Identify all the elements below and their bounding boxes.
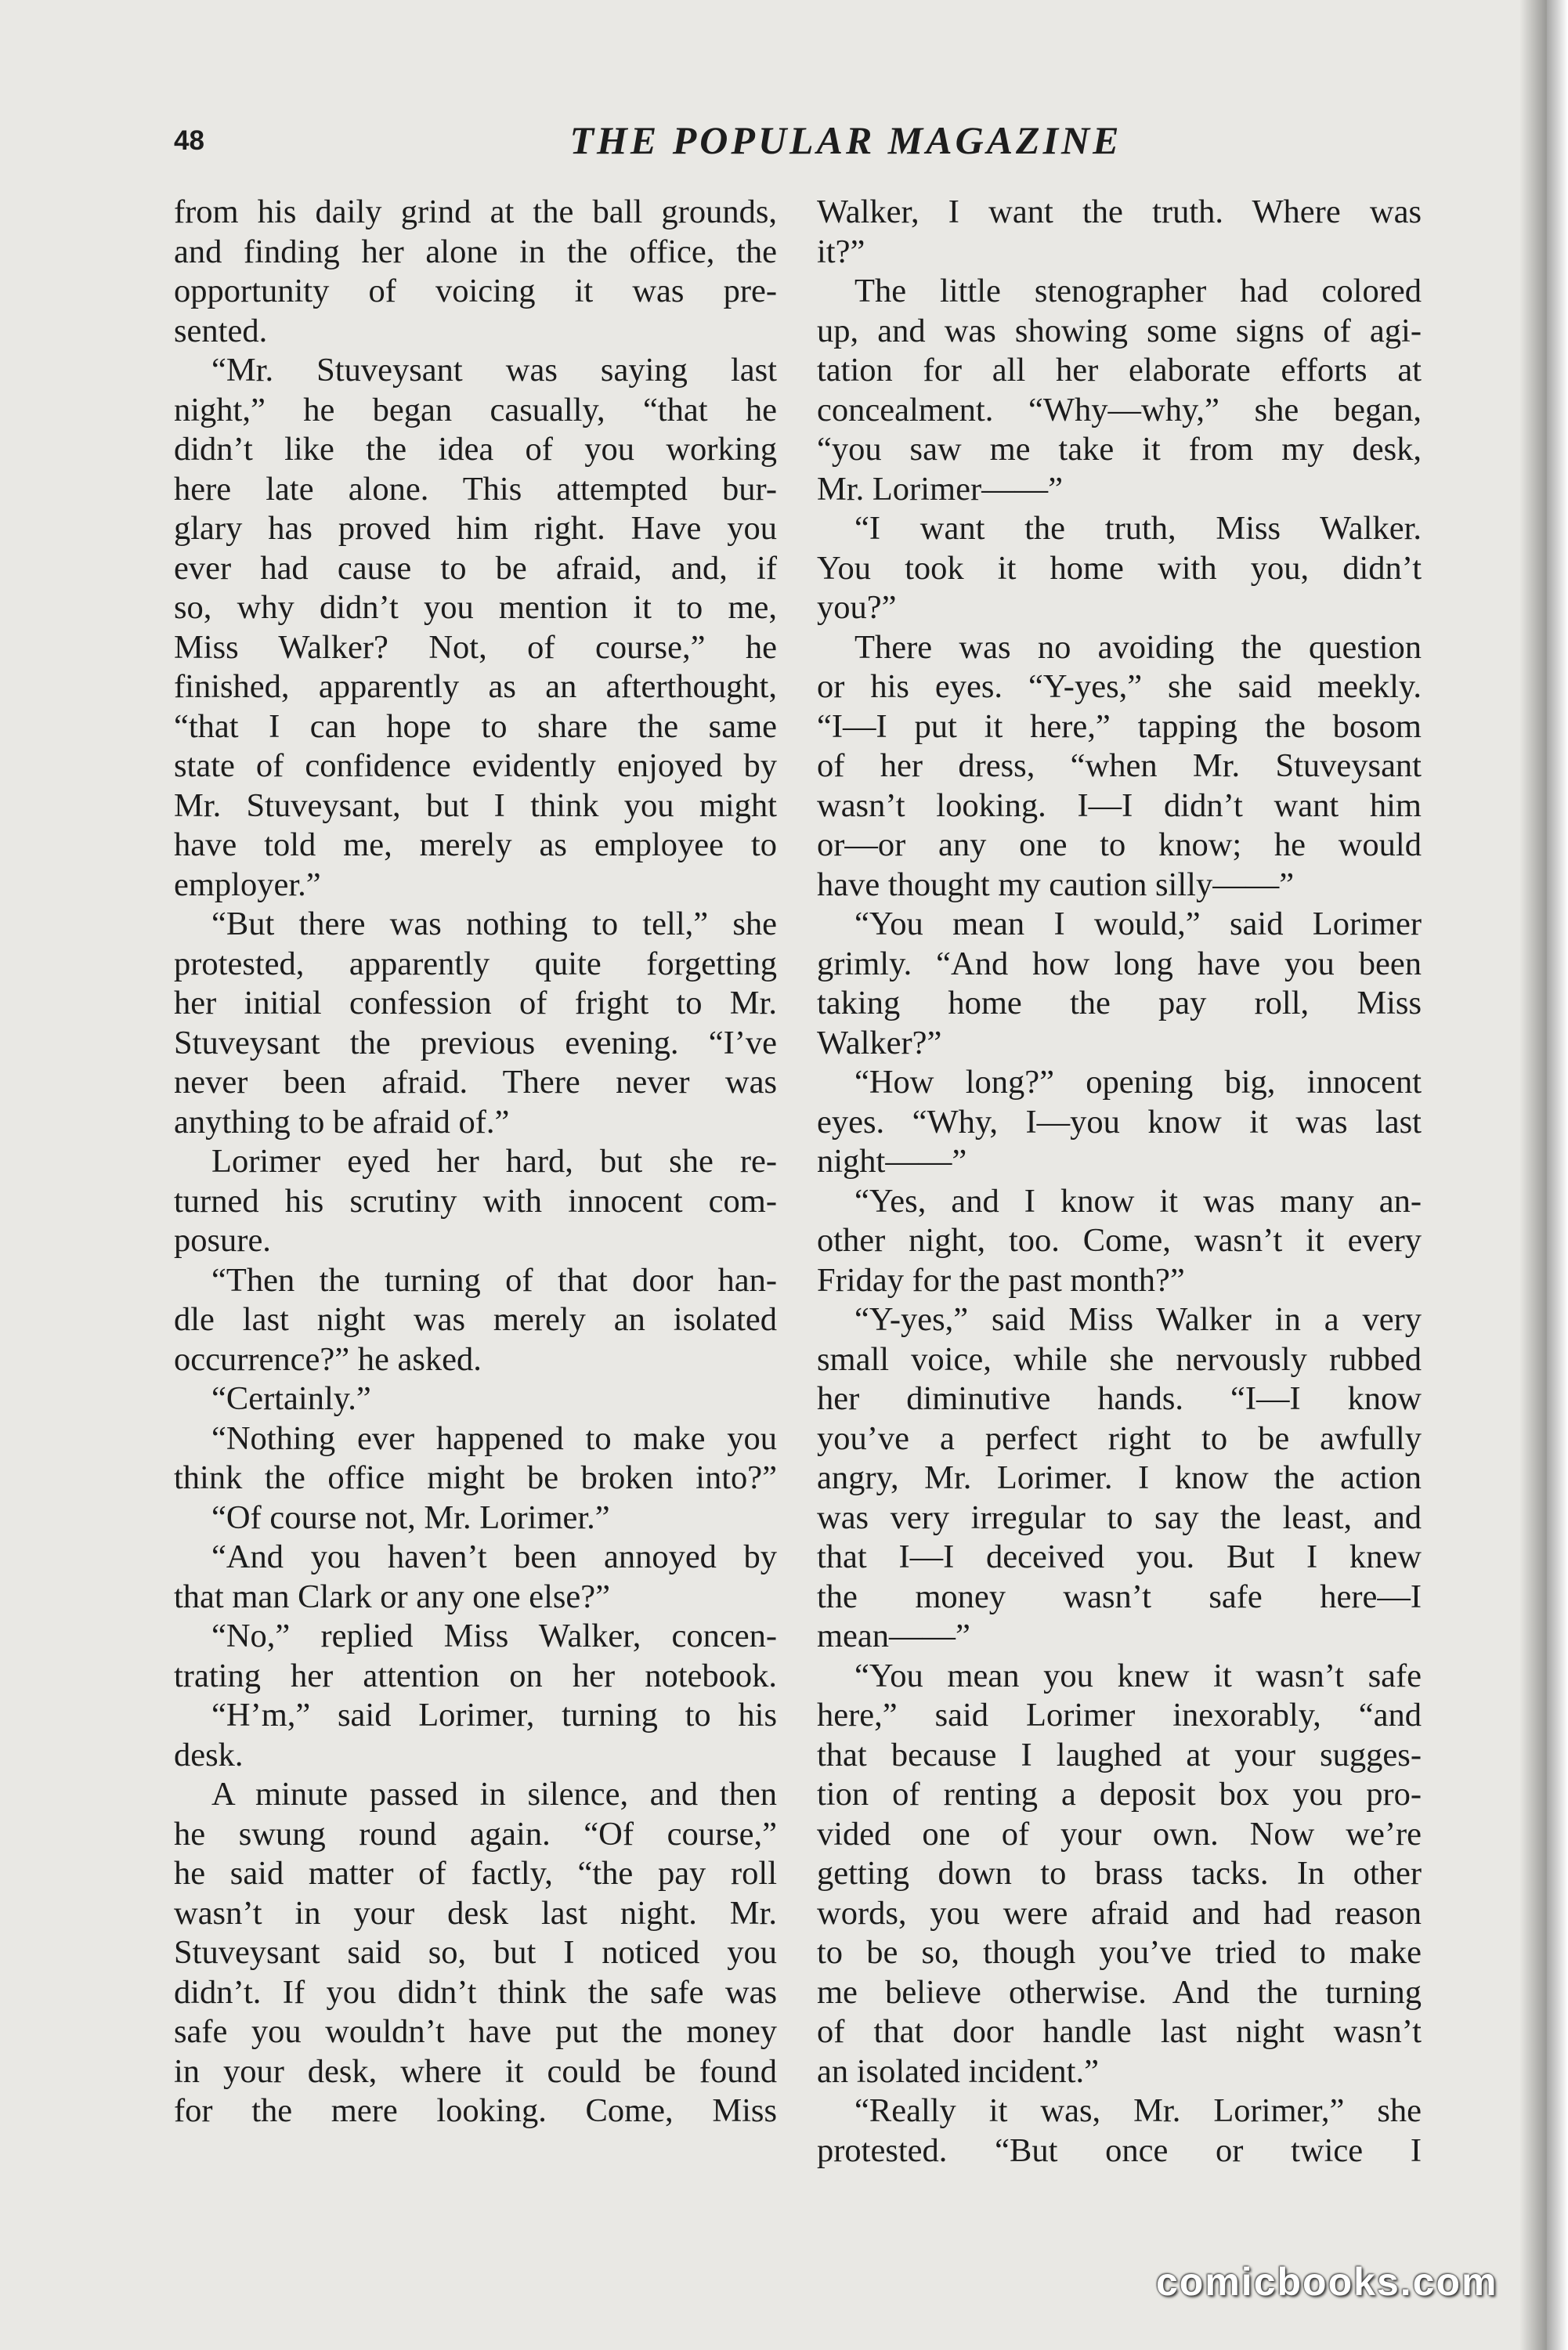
text-line: tation for all her elaborate efforts at [817,352,1422,389]
text-line: employer.” [174,866,321,903]
text-line: wasn’t looking. I—I didn’t want him [817,786,1422,824]
text-line: trating her attention on her notebook. [174,1657,777,1694]
text-line: “Then the turning of that door han- [211,1261,777,1299]
text-line: You took it home with you, didn’t [817,549,1422,587]
text-line: night,” he began casually, “that he [174,391,777,428]
text-line: it?” [817,233,865,270]
text-line: “And you haven’t been annoyed by [211,1538,777,1575]
text-line: the money wasn’t safe here—I [817,1578,1422,1615]
text-line: sented. [174,312,268,349]
text-line: “that I can hope to share the same [174,707,777,745]
text-line: state of confidence evidently enjoyed by [174,747,777,784]
text-line: “Yes, and I know it was many an- [854,1182,1422,1220]
text-line: “you saw me take it from my desk, [817,431,1422,468]
text-line: Mr. Lorimer——” [817,470,1063,508]
text-line: anything to be afraid of.” [174,1103,510,1141]
text-line: There was no avoiding the question [854,628,1422,666]
text-line: “Y-yes,” said Miss Walker in a very [854,1301,1422,1338]
text-line: you’ve a perfect right to be awfully [817,1419,1422,1457]
text-line: Stuveysant the previous evening. “I’ve [174,1024,777,1061]
text-line: ever had cause to be afraid, and, if [174,549,777,587]
text-line: Friday for the past month?” [817,1261,1185,1299]
text-line: “Really it was, Mr. Lorimer,” she [854,2092,1422,2129]
text-line: night——” [817,1143,967,1180]
text-line: that I—I deceived you. But I knew [817,1538,1422,1575]
text-line: here late alone. This attempted bur- [174,470,777,508]
text-line: grimly. “And how long have you been [817,945,1422,982]
text-line: safe you wouldn’t have put the money [174,2013,777,2050]
text-line: for the mere looking. Come, Miss [174,2092,777,2129]
text-line: of her dress, “when Mr. Stuveysant [817,747,1422,784]
text-line: “No,” replied Miss Walker, concen- [211,1618,777,1654]
text-line: “I want the truth, Miss Walker. [854,510,1422,547]
text-line: was very irregular to say the least, and [817,1499,1422,1536]
text-line: Walker?” [817,1024,942,1061]
text-line: “But there was nothing to tell,” she [211,906,777,942]
text-line: “You mean you knew it wasn’t safe [854,1657,1422,1694]
text-line: from his daily grind at the ball grounds, [174,193,777,230]
text-line: in your desk, where it could be found [174,2052,777,2090]
text-line: me believe otherwise. And the turning [817,1973,1422,2011]
text-line: concealment. “Why—why,” she began, [817,391,1422,428]
text-line: taking home the pay roll, Miss [817,985,1422,1021]
text-line: have thought my caution silly——” [817,866,1295,903]
text-line: he said matter of factly, “the pay roll [174,1855,777,1892]
text-line: up, and was showing some signs of agi- [817,312,1422,349]
text-line: never been afraid. There never was [174,1064,777,1101]
text-line: glary has proved him right. Have you [174,510,777,547]
text-line: “How long?” opening big, innocent [854,1064,1422,1101]
text-line: turned his scrutiny with innocent com- [174,1182,777,1220]
text-line: you?” [817,589,897,626]
text-column-left [174,193,777,2131]
text-line: angry, Mr. Lorimer. I know the action [817,1459,1422,1496]
text-line: Walker, I want the truth. Where was [817,193,1422,230]
text-line: posure. [174,1222,271,1259]
text-line: eyes. “Why, I—you know it was last [817,1103,1422,1141]
text-line: and finding her alone in the office, the [174,233,777,270]
text-line: didn’t. If you didn’t think the safe was [174,1973,777,2011]
text-line: Lorimer eyed her hard, but she re- [211,1143,777,1180]
text-line: “H’m,” said Lorimer, turning to his [211,1697,777,1734]
text-line: words, you were afraid and had reason [817,1894,1422,1932]
text-line: Stuveysant said so, but I noticed you [174,1934,777,1971]
text-line: or—or any one to know; he would [817,826,1422,863]
text-line: Mr. Stuveysant, but I think you might [174,786,777,824]
text-line: mean——” [817,1618,970,1654]
text-line: “You mean I would,” said Lorimer [854,906,1422,942]
text-line: other night, too. Come, wasn’t it every [817,1222,1422,1259]
text-line: an isolated incident.” [817,2052,1099,2090]
text-line: didn’t like the idea of you working [174,431,777,468]
text-line: have told me, merely as employee to [174,826,777,863]
text-line: her initial confession of fright to Mr. [174,985,777,1021]
page-number: 48 [174,125,204,156]
text-line: that man Clark or any one else?” [174,1578,611,1615]
running-head: THE POPULAR MAGAZINE [569,118,1122,162]
text-line: her diminutive hands. “I—I know [817,1380,1422,1417]
text-line: “Nothing ever happened to make you [211,1419,777,1457]
text-line: think the office might be broken into?” [174,1459,777,1496]
text-line: so, why didn’t you mention it to me, [174,589,777,626]
text-line: of that door handle last night wasn’t [817,2013,1422,2050]
text-line: occurrence?” he asked. [174,1340,482,1378]
text-line: The little stenographer had colored [854,273,1422,309]
text-line: Miss Walker? Not, of course,” he [174,628,777,666]
text-line: to be so, though you’ve tried to make [817,1934,1422,1971]
text-line: vided one of your own. Now we’re [817,1815,1422,1853]
text-line: that because I laughed at your sugges- [817,1736,1422,1773]
text-line: protested. “But once or twice I [817,2131,1422,2169]
text-line: “I—I put it here,” tapping the bosom [817,707,1422,745]
text-line: small voice, while she nervously rubbed [817,1340,1422,1378]
text-line: wasn’t in your desk last night. Mr. [174,1894,777,1932]
text-line: desk. [174,1736,244,1773]
text-line: opportunity of voicing it was pre- [174,273,777,309]
text-line: A minute passed in silence, and then [211,1776,777,1813]
text-line: or his eyes. “Y-yes,” she said meekly. [817,668,1422,705]
text-line: “Certainly.” [211,1380,371,1417]
text-line: “Of course not, Mr. Lorimer.” [211,1499,610,1536]
page-edge-shadow [1519,0,1568,2350]
text-line: getting down to brass tacks. In other [817,1855,1422,1892]
text-line: here,” said Lorimer inexorably, “and [817,1697,1422,1734]
text-line: he swung round again. “Of course,” [174,1815,777,1853]
site-watermark: comicbooks.com [1156,2260,1498,2304]
text-line: protested, apparently quite forgetting [174,945,777,982]
text-column-right [817,193,1422,2171]
text-line: “Mr. Stuveysant was saying last [211,352,777,389]
text-line: finished, apparently as an afterthought, [174,668,777,705]
text-line: dle last night was merely an isolated [174,1301,777,1338]
text-line: tion of renting a deposit box you pro- [817,1776,1422,1813]
